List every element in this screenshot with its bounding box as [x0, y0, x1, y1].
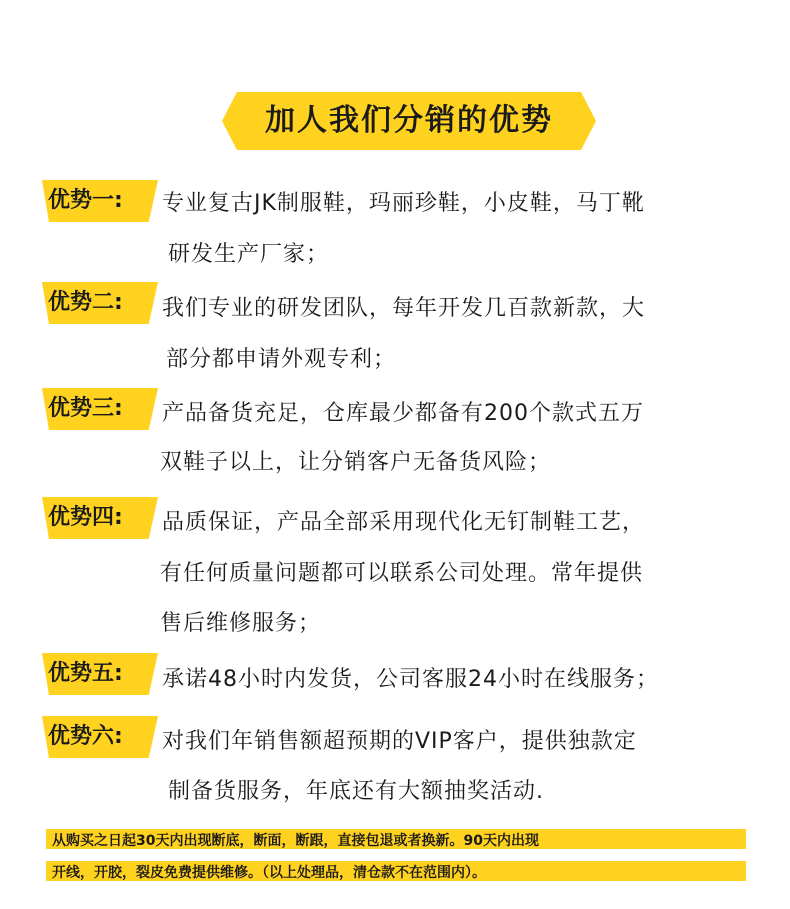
- advantage-label-2: 优势二:: [48, 290, 123, 315]
- advantage-6-line-1: 对我们年销售额超预期的VIP客户，提供独款定: [162, 729, 637, 754]
- advantage-1-line-2: 研发生产厂家；: [168, 242, 330, 267]
- advantage-2-line-2: 部分都申请外观专利；: [166, 347, 397, 372]
- advantage-1-line-1: 专业复古JK制服鞋，玛丽珍鞋，小皮鞋，马丁靴: [162, 191, 645, 216]
- advantage-3-line-2: 双鞋子以上，让分销客户无备货风险；: [160, 450, 552, 475]
- advantage-5-line-1: 承诺48小时内发货，公司客服24小时在线服务；: [162, 667, 659, 692]
- advantage-4-line-2: 有任何质量问题都可以联系公司处理。常年提供: [160, 561, 644, 586]
- advantage-3-line-1: 产品备货充足，仓库最少都备有200个款式五万: [162, 401, 644, 426]
- advantage-label-3: 优势三:: [48, 396, 123, 421]
- advantage-label-6: 优势六:: [48, 724, 123, 749]
- advantage-4-line-1: 品质保证，产品全部采用现代化无钉制鞋工艺，: [162, 510, 646, 535]
- advantage-6-line-2: 制备货服务，年底还有大额抽奖活动.: [168, 779, 544, 804]
- footer-line-1: 从购买之日起30天内出现断底，断面，断跟，直接包退或者换新。90天内出现: [52, 833, 539, 849]
- advantage-label-1: 优势一:: [48, 188, 123, 213]
- advantage-4-line-3: 售后维修服务；: [160, 611, 322, 636]
- advantage-2-line-1: 我们专业的研发团队，每年开发几百款新款，大: [162, 296, 646, 321]
- page-title: 加人我们分销的优势: [265, 103, 553, 138]
- footer-line-2: 开线，开胶，裂皮免费提供维修。（以上处理品，清仓款不在范围内）。: [52, 865, 486, 881]
- advantage-label-5: 优势五:: [48, 661, 123, 686]
- advantage-label-4: 优势四:: [48, 505, 123, 530]
